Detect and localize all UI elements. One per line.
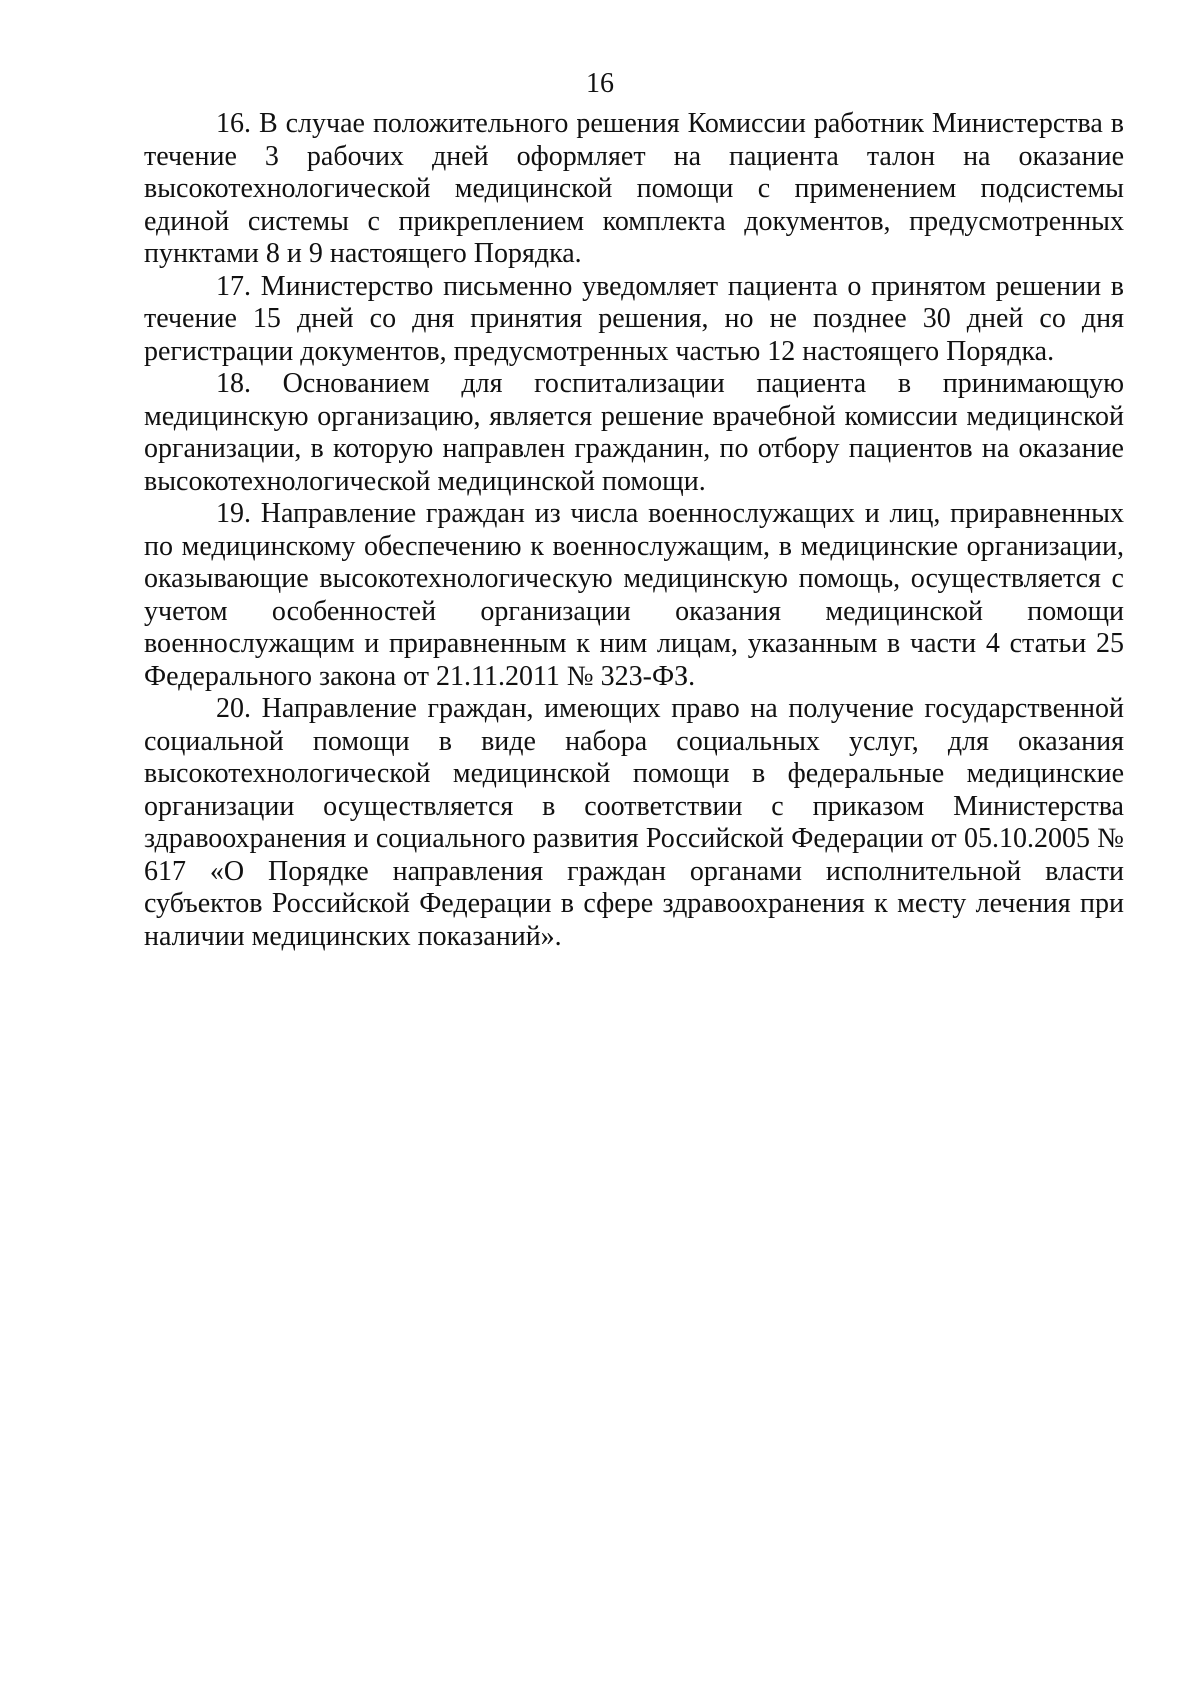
paragraph-20: 20. Направление граждан, имеющих право на получение государственной социальной помощи в виде набора социальных услуг, для оказания высокотехнологической медицинской помощи в федеральные медицинские организации осуществляется в соответствии с приказом Министерства здравоохранения и социального развития Российской Федерации от 05.10.2005 № 617 «О Порядке направления граждан органами исполнительной власти субъектов Российской Федерации в сфере здравоохранения к месту лечения при наличии медицинских показаний». — [144, 693, 1124, 952]
paragraph-19: 19. Направление граждан из числа военнослужащих и лиц, приравненных по медицинскому обеспечению к военнослужащим, в медицинские организации, оказывающие высокотехнологическую медицинскую помощь, осуществляется с учетом особенностей организации оказания медицинской помощи военнослужащим и приравненным к ним лицам, указанным в части 4 статьи 25 Федерального закона от 21.11.2011 № 323-ФЗ. — [144, 498, 1124, 692]
page-number: 16 — [586, 68, 614, 99]
paragraph-16: 16. В случае положительного решения Комиссии работник Министерства в течение 3 рабочих дней оформляет на пациента талон на оказание высокотехнологической медицинской помощи с применением подсистемы единой системы с прикреплением комплекта документов, предусмотренных пунктами 8 и 9 настоящего Порядка. — [144, 108, 1124, 269]
paragraph-17: 17. Министерство письменно уведомляет пациента о принятом решении в течение 15 дней со дня принятия решения, но не позднее 30 дней со дня регистрации документов, предусмотренных частью 12 настоящего Порядка. — [144, 270, 1124, 367]
paragraph-18: 18. Основанием для госпитализации пациента в принимающую медицинскую организацию, является решение врачебной комиссии медицинской организации, в которую направлен гражданин, по отбору пациентов на оказание высокотехнологической медицинской помощи. — [144, 368, 1124, 497]
document-body — [144, 108, 1124, 953]
